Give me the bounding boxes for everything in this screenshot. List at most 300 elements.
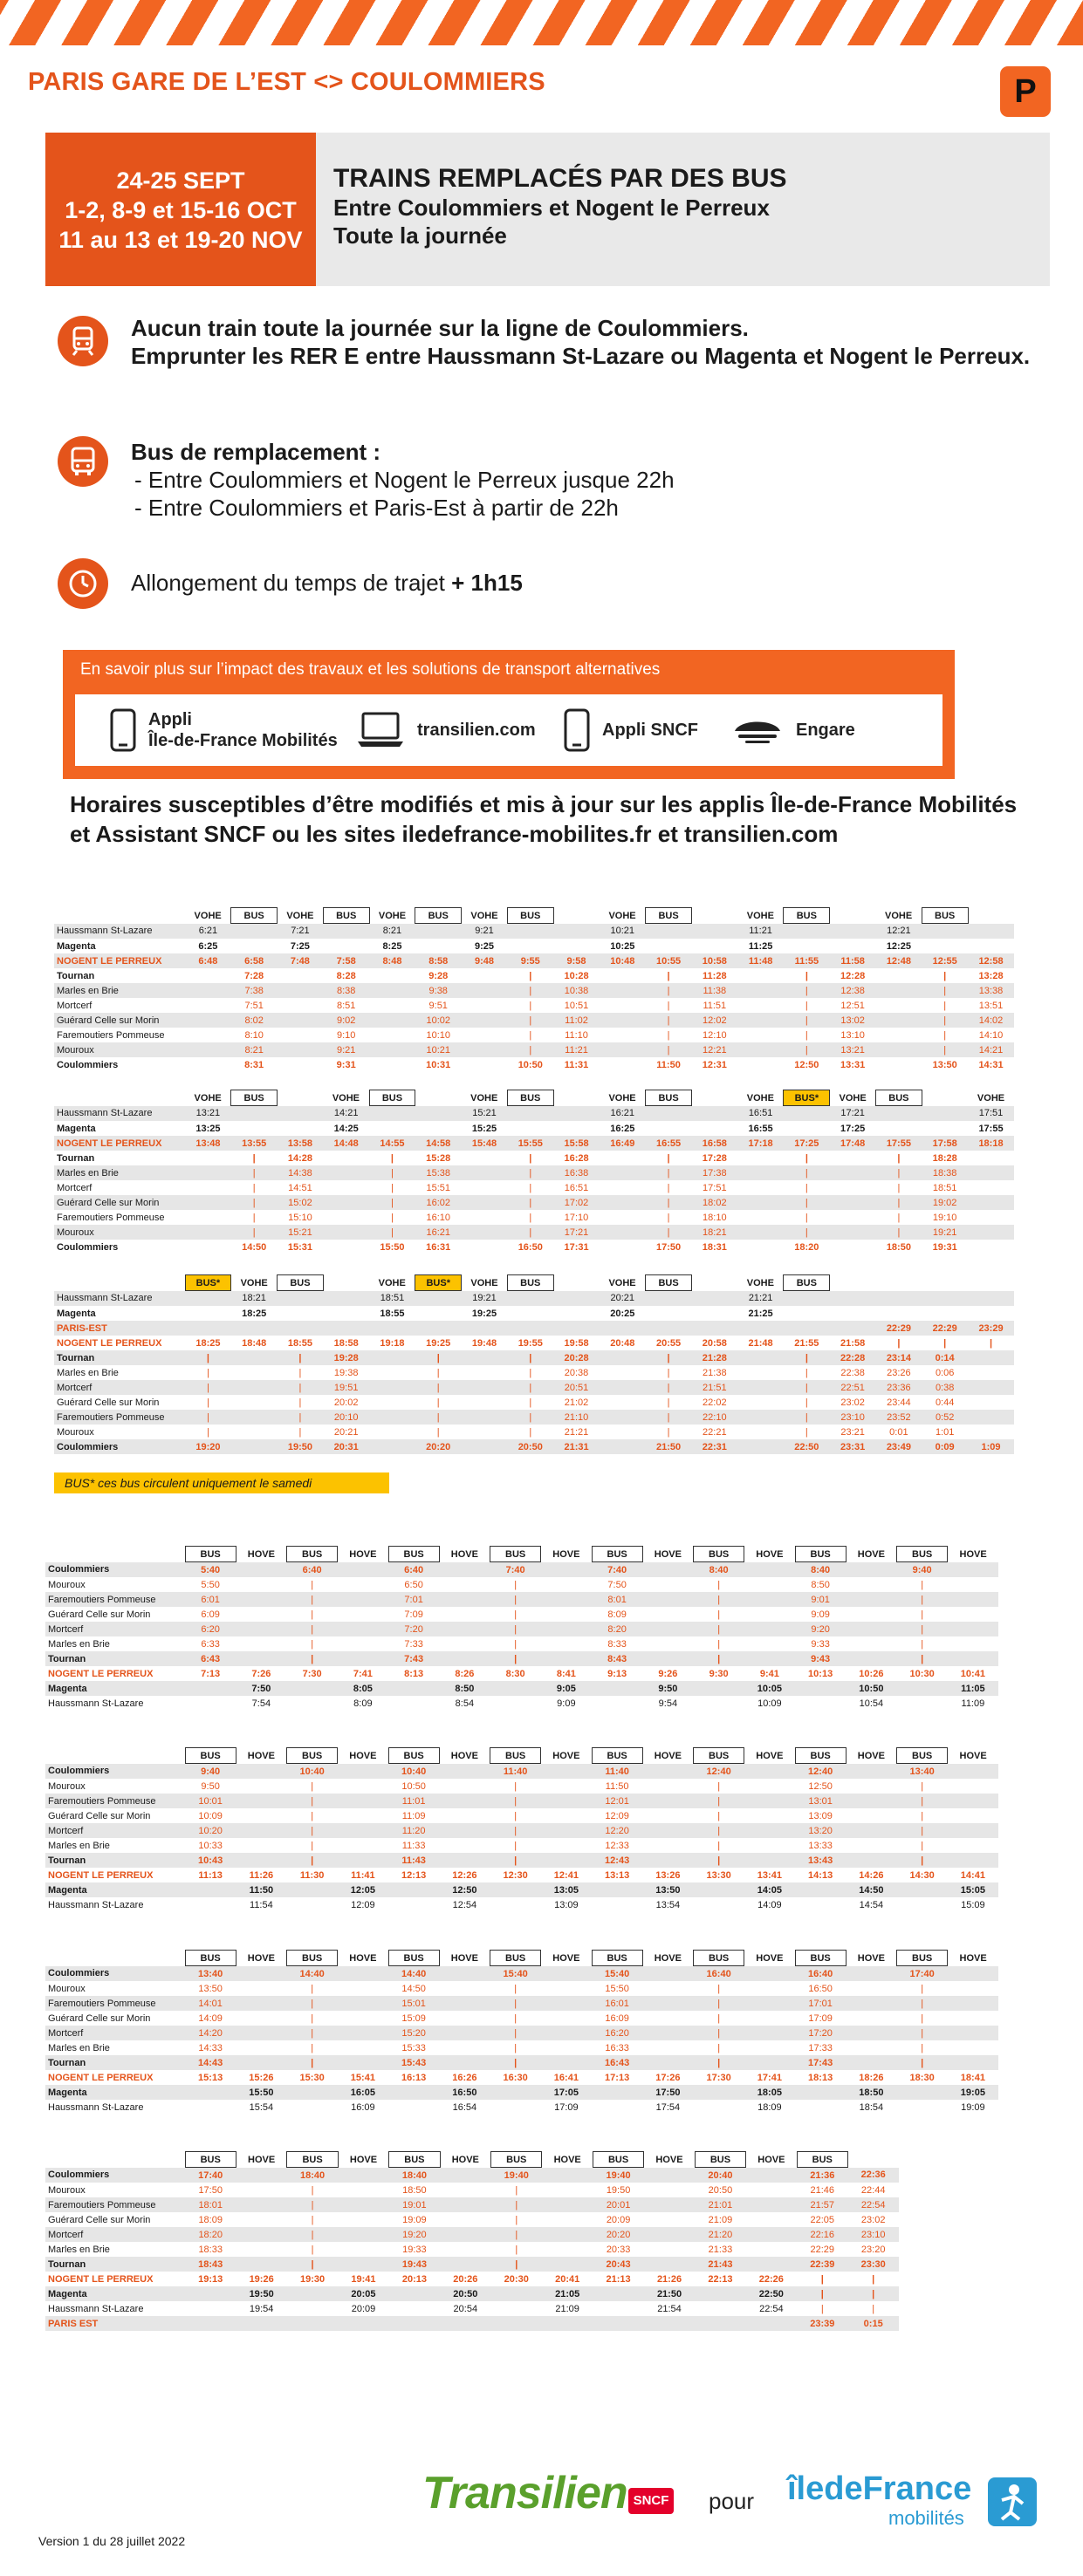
station-name: Marles en Brie bbox=[48, 1638, 110, 1650]
station-name: Coulommiers bbox=[57, 1059, 119, 1070]
station-name: Mortcerf bbox=[54, 1380, 185, 1395]
time-cell bbox=[642, 1808, 693, 1823]
time-cell: | bbox=[646, 1042, 692, 1057]
time-cell bbox=[600, 968, 646, 983]
time-cell bbox=[948, 1577, 998, 1592]
time-cell: | bbox=[646, 1225, 692, 1240]
time-cell: 19:48 bbox=[471, 1337, 497, 1349]
time-cell: 13:50 bbox=[642, 1882, 693, 1897]
table-row bbox=[54, 1136, 1014, 1151]
time-cell bbox=[746, 2183, 797, 2197]
time-cell bbox=[593, 2301, 643, 2316]
time-cell: 22:10 bbox=[691, 1410, 737, 1425]
time-cell: 7:13 bbox=[201, 1668, 221, 1679]
time-cell bbox=[236, 1838, 286, 1853]
time-cell bbox=[948, 1562, 998, 1578]
time-cell bbox=[600, 1151, 646, 1165]
time-cell: 18:20 bbox=[185, 2227, 236, 2242]
time-cell: 20:21 bbox=[600, 1291, 646, 1307]
time-cell: 16:20 bbox=[592, 2026, 642, 2040]
time-cell: | bbox=[490, 2055, 541, 2070]
time-cell: 6:01 bbox=[185, 1592, 236, 1607]
time-cell bbox=[644, 2227, 695, 2242]
time-cell: 10:21 bbox=[600, 924, 646, 940]
time-cell bbox=[737, 1151, 784, 1165]
time-cell bbox=[542, 2257, 593, 2272]
header-cell: HOVE bbox=[236, 1748, 286, 1764]
time-cell bbox=[694, 1681, 744, 1696]
time-cell: 8:54 bbox=[455, 1698, 475, 1709]
time-cell: 21:05 bbox=[542, 2286, 593, 2301]
time-cell: 22:21 bbox=[703, 1426, 727, 1438]
app-idfm-link[interactable] bbox=[110, 694, 338, 766]
time-cell bbox=[369, 998, 415, 1013]
time-cell bbox=[846, 1562, 896, 1578]
table-row bbox=[54, 1028, 1014, 1042]
time-cell: 20:01 bbox=[593, 2197, 643, 2212]
station-name: Faremoutiers Pommeuse bbox=[45, 1996, 185, 2011]
time-cell bbox=[784, 1121, 830, 1136]
time-cell bbox=[236, 1853, 286, 1868]
time-cell: | bbox=[784, 1042, 830, 1057]
time-cell: 7:51 bbox=[244, 1000, 264, 1011]
time-cell: 21:20 bbox=[695, 2227, 745, 2242]
time-cell bbox=[644, 2197, 695, 2212]
time-cell: 0:38 bbox=[922, 1380, 968, 1395]
time-cell: 5:40 bbox=[185, 1562, 236, 1578]
time-cell: | bbox=[529, 1152, 532, 1164]
time-cell bbox=[323, 1240, 369, 1254]
time-cell: 14:02 bbox=[968, 1013, 1014, 1028]
time-cell: 14:21 bbox=[323, 1106, 369, 1122]
time-cell bbox=[846, 2026, 896, 2040]
time-cell bbox=[541, 1966, 592, 1982]
time-cell: 9:31 bbox=[336, 1059, 356, 1070]
time-cell: | bbox=[897, 2055, 948, 2070]
time-cell: | bbox=[415, 1380, 462, 1395]
time-cell: | bbox=[369, 1225, 415, 1240]
table-header-row bbox=[45, 1951, 998, 1966]
station-name: Magenta bbox=[45, 1882, 185, 1897]
time-cell: 15:55 bbox=[507, 1136, 553, 1151]
time-cell: | bbox=[514, 1810, 518, 1821]
time-cell bbox=[600, 1439, 646, 1454]
time-cell: | bbox=[921, 1609, 924, 1620]
header-cell: BUS bbox=[231, 1090, 278, 1106]
header-cell: VOHE bbox=[185, 908, 231, 924]
time-cell bbox=[369, 1057, 415, 1072]
time-cell: 14:50 bbox=[401, 1983, 426, 1994]
time-cell bbox=[236, 1794, 286, 1808]
time-cell bbox=[968, 1365, 1014, 1380]
time-cell: 17:30 bbox=[706, 2072, 731, 2083]
time-cell: 14:40 bbox=[388, 1966, 439, 1982]
table-row bbox=[45, 2011, 998, 2026]
time-cell: 16:13 bbox=[401, 2072, 427, 2083]
time-cell: 21:50 bbox=[646, 1439, 692, 1454]
header-cell: BUS bbox=[185, 1748, 236, 1764]
header-cell: BUS* bbox=[784, 1090, 830, 1106]
time-cell bbox=[185, 983, 231, 998]
time-cell: 9:38 bbox=[415, 983, 462, 998]
time-cell: 23:10 bbox=[847, 2227, 898, 2242]
time-cell: 11:58 bbox=[830, 953, 876, 968]
time-cell: 18:21 bbox=[691, 1225, 737, 1240]
time-cell: | bbox=[646, 1350, 692, 1365]
time-cell: 13:21 bbox=[830, 1042, 876, 1057]
time-cell: 23:21 bbox=[840, 1426, 865, 1438]
time-cell bbox=[830, 1210, 876, 1225]
time-cell bbox=[236, 1651, 286, 1666]
time-cell: 15:25 bbox=[471, 1123, 497, 1134]
time-cell bbox=[876, 1106, 922, 1122]
table-row bbox=[45, 1838, 998, 1853]
time-cell: 9:02 bbox=[323, 1013, 369, 1028]
time-cell: | bbox=[507, 983, 553, 998]
time-cell bbox=[642, 1764, 693, 1780]
time-cell: 18:25 bbox=[195, 1337, 221, 1349]
station-name: NOGENT LE PERREUX bbox=[48, 1668, 154, 1679]
header-cell: BUS bbox=[795, 1748, 846, 1764]
time-cell: 17:10 bbox=[564, 1212, 589, 1223]
time-cell bbox=[592, 1897, 642, 1912]
time-cell: 13:28 bbox=[978, 970, 1004, 981]
time-cell: 17:41 bbox=[757, 2072, 782, 2083]
station-name: Haussmann St-Lazare bbox=[54, 924, 185, 940]
time-cell: 10:28 bbox=[564, 970, 589, 981]
time-cell: 13:33 bbox=[808, 1840, 833, 1851]
time-cell bbox=[968, 1195, 1014, 1210]
time-cell: 23:26 bbox=[887, 1367, 911, 1378]
time-cell bbox=[338, 2168, 388, 2183]
time-cell: 18:20 bbox=[794, 1241, 819, 1253]
time-cell: 19:05 bbox=[948, 2085, 998, 2100]
time-cell: 7:54 bbox=[251, 1698, 271, 1709]
transilien-site-link[interactable] bbox=[356, 694, 536, 766]
table-row bbox=[54, 1180, 1014, 1195]
time-cell: | bbox=[876, 1195, 922, 1210]
time-cell: | bbox=[897, 1182, 901, 1193]
time-cell bbox=[236, 2026, 286, 2040]
time-cell: | bbox=[667, 1000, 670, 1011]
time-cell: 13:54 bbox=[655, 1899, 681, 1910]
time-cell: 18:58 bbox=[333, 1337, 359, 1349]
time-cell bbox=[948, 1996, 998, 2011]
time-cell: 11:40 bbox=[592, 1764, 642, 1780]
time-cell bbox=[948, 1779, 998, 1794]
time-cell: | bbox=[667, 1152, 670, 1164]
time-cell bbox=[642, 1853, 693, 1868]
time-cell: | bbox=[847, 2286, 898, 2301]
time-cell bbox=[236, 1764, 286, 1780]
time-cell bbox=[948, 1838, 998, 1853]
time-cell: 8:20 bbox=[592, 1622, 642, 1636]
table-row bbox=[45, 1868, 998, 1882]
time-cell: | bbox=[694, 1651, 744, 1666]
time-cell: 1:01 bbox=[935, 1426, 955, 1438]
time-cell: 22:05 bbox=[810, 2214, 835, 2225]
header-cell bbox=[45, 1748, 185, 1764]
header-cell bbox=[922, 1275, 968, 1291]
time-cell: 13:09 bbox=[554, 1899, 579, 1910]
table-row bbox=[54, 1057, 1014, 1072]
time-cell bbox=[490, 1681, 541, 1696]
time-cell bbox=[439, 1808, 490, 1823]
time-cell: 17:05 bbox=[541, 2085, 592, 2100]
time-cell bbox=[600, 1057, 646, 1072]
header-cell: VOHE bbox=[185, 1090, 231, 1106]
table-row bbox=[54, 998, 1014, 1013]
time-cell: 12:51 bbox=[840, 1000, 865, 1011]
time-cell bbox=[642, 1607, 693, 1622]
time-cell: | bbox=[646, 1410, 692, 1425]
time-cell bbox=[642, 1966, 693, 1982]
time-cell: 16:50 bbox=[518, 1241, 543, 1253]
header-cell: VOHE bbox=[600, 1090, 646, 1106]
smartphone-icon bbox=[564, 708, 590, 752]
page-title: PARIS GARE DE L’EST <> COULOMMIERS bbox=[28, 68, 545, 96]
time-cell bbox=[600, 1380, 646, 1395]
header-cell: VOHE bbox=[737, 1275, 784, 1291]
time-cell: 9:48 bbox=[462, 953, 508, 968]
time-cell bbox=[439, 1577, 490, 1592]
time-cell: | bbox=[717, 2012, 721, 2024]
time-cell: | bbox=[391, 1212, 394, 1223]
time-cell bbox=[784, 1291, 830, 1307]
time-cell bbox=[968, 924, 1014, 940]
time-cell: 6:25 bbox=[198, 940, 218, 952]
time-cell: 10:40 bbox=[287, 1764, 338, 1780]
station-name: Coulommiers bbox=[57, 1241, 119, 1253]
time-cell: 0:15 bbox=[847, 2316, 898, 2331]
time-cell: 17:13 bbox=[605, 2072, 630, 2083]
time-cell: 11:28 bbox=[703, 970, 727, 981]
app-sncf-link[interactable] bbox=[564, 694, 698, 766]
station-name: Guérard Celle sur Morin bbox=[48, 2012, 151, 2024]
table-row bbox=[45, 1981, 998, 1996]
header-cell: VOHE bbox=[231, 1275, 278, 1291]
time-cell: 7:48 bbox=[278, 953, 324, 968]
time-cell bbox=[541, 2011, 592, 2026]
time-cell bbox=[389, 2286, 440, 2301]
time-cell bbox=[440, 2242, 490, 2257]
time-cell bbox=[185, 1321, 231, 1336]
time-cell bbox=[338, 1592, 388, 1607]
time-cell bbox=[553, 1106, 600, 1122]
time-cell: 14:09 bbox=[757, 1899, 782, 1910]
table-row bbox=[45, 1577, 998, 1592]
time-cell: 13:40 bbox=[185, 1966, 236, 1982]
time-cell bbox=[439, 1636, 490, 1651]
time-cell bbox=[323, 1180, 369, 1195]
table-row bbox=[45, 1794, 998, 1808]
time-cell bbox=[897, 1696, 948, 1711]
time-cell: | bbox=[694, 1592, 744, 1607]
time-cell bbox=[185, 1210, 231, 1225]
time-cell: 10:48 bbox=[600, 953, 646, 968]
time-cell: 12:20 bbox=[592, 1823, 642, 1838]
station-name: NOGENT LE PERREUX bbox=[54, 1136, 185, 1151]
time-cell: 10:13 bbox=[808, 1668, 833, 1679]
time-cell: 12:38 bbox=[830, 983, 876, 998]
time-cell: 0:52 bbox=[922, 1410, 968, 1425]
header-cell bbox=[691, 908, 737, 924]
station-name: Mouroux bbox=[48, 1780, 86, 1792]
time-cell: 10:20 bbox=[185, 1823, 236, 1838]
time-cell bbox=[642, 1838, 693, 1853]
time-cell: | bbox=[185, 1380, 231, 1395]
time-cell: 9:01 bbox=[795, 1592, 846, 1607]
outbound-timetable-3 bbox=[54, 1274, 1014, 1454]
header-cell: HOVE bbox=[541, 1748, 592, 1764]
time-cell bbox=[737, 1380, 784, 1395]
table-row bbox=[45, 2168, 899, 2183]
time-cell bbox=[236, 1779, 286, 1794]
station-name: Tournan bbox=[45, 1853, 185, 1868]
time-cell bbox=[287, 2085, 338, 2100]
header-cell: VOHE bbox=[462, 1275, 508, 1291]
time-cell bbox=[694, 1897, 744, 1912]
time-cell bbox=[462, 968, 508, 983]
station-name: Mouroux bbox=[48, 2184, 86, 2196]
time-cell bbox=[795, 1897, 846, 1912]
time-cell: 11:55 bbox=[784, 953, 830, 968]
table-row bbox=[45, 2301, 899, 2316]
time-cell bbox=[968, 1291, 1014, 1307]
time-cell bbox=[185, 2316, 236, 2331]
time-cell: | bbox=[287, 1651, 338, 1666]
time-cell bbox=[600, 1225, 646, 1240]
time-cell: 0:01 bbox=[889, 1426, 908, 1438]
header-cell: BUS bbox=[784, 1275, 830, 1291]
header-cell bbox=[830, 1275, 876, 1291]
time-cell: 14:40 bbox=[287, 1966, 338, 1982]
time-cell bbox=[744, 1562, 795, 1578]
time-cell: | bbox=[784, 983, 830, 998]
time-cell bbox=[287, 1696, 338, 1711]
time-cell bbox=[185, 1013, 231, 1028]
time-cell: 10:58 bbox=[691, 953, 737, 968]
time-cell bbox=[830, 1291, 876, 1307]
replacement-banner bbox=[316, 133, 1050, 286]
station-name: Guérard Celle sur Morin bbox=[57, 1397, 160, 1408]
time-cell bbox=[369, 1028, 415, 1042]
header-cell: BUS bbox=[185, 1547, 236, 1562]
time-cell bbox=[236, 1966, 286, 1982]
time-cell bbox=[846, 1764, 896, 1780]
time-cell: 23:02 bbox=[860, 2214, 886, 2225]
table-row bbox=[45, 2026, 998, 2040]
time-cell: 15:54 bbox=[249, 2101, 274, 2113]
time-cell: 11:38 bbox=[691, 983, 737, 998]
time-cell: 21:55 bbox=[794, 1337, 819, 1349]
time-cell: 7:25 bbox=[290, 940, 310, 952]
time-cell: 19:38 bbox=[333, 1367, 359, 1378]
time-cell: | bbox=[805, 1152, 808, 1164]
time-cell: | bbox=[436, 1426, 440, 1438]
time-cell: 16:33 bbox=[605, 2042, 629, 2053]
engare-link[interactable] bbox=[731, 694, 855, 766]
time-cell: 10:10 bbox=[426, 1029, 450, 1041]
time-cell: 7:20 bbox=[388, 1622, 439, 1636]
header-cell bbox=[45, 1547, 185, 1562]
time-cell bbox=[600, 1365, 646, 1380]
time-cell: 17:31 bbox=[564, 1241, 589, 1253]
station-name: Tournan bbox=[45, 2055, 185, 2070]
time-cell bbox=[846, 1996, 896, 2011]
time-cell bbox=[236, 1981, 286, 1996]
time-cell bbox=[462, 1195, 508, 1210]
time-cell bbox=[600, 1180, 646, 1195]
time-cell: 19:20 bbox=[389, 2227, 440, 2242]
time-cell bbox=[542, 2227, 593, 2242]
time-cell bbox=[541, 1823, 592, 1838]
time-cell bbox=[600, 998, 646, 1013]
time-cell: 12:28 bbox=[840, 970, 866, 981]
time-cell: 21:48 bbox=[748, 1337, 773, 1349]
station-name: Faremoutiers Pommeuse bbox=[45, 1794, 185, 1808]
time-cell bbox=[968, 1180, 1014, 1195]
time-cell: 17:33 bbox=[808, 2042, 833, 2053]
time-cell bbox=[592, 2085, 642, 2100]
time-cell bbox=[490, 2085, 541, 2100]
time-cell bbox=[846, 1636, 896, 1651]
header-cell: VOHE bbox=[830, 1090, 876, 1106]
time-cell bbox=[236, 2011, 286, 2026]
time-cell bbox=[236, 2257, 286, 2272]
time-cell bbox=[746, 2212, 797, 2227]
travel-time-extension bbox=[131, 569, 1038, 597]
header-cell: BUS bbox=[287, 1748, 338, 1764]
table-row bbox=[54, 983, 1014, 998]
time-cell bbox=[592, 1696, 642, 1711]
time-cell: 12:26 bbox=[452, 1869, 477, 1881]
time-cell bbox=[185, 2085, 236, 2100]
time-cell: | bbox=[784, 1380, 830, 1395]
time-cell: 10:41 bbox=[960, 1668, 985, 1679]
time-cell bbox=[846, 1838, 896, 1853]
time-cell: 18:31 bbox=[702, 1241, 727, 1253]
time-cell: 11:01 bbox=[388, 1794, 439, 1808]
time-cell bbox=[646, 1291, 692, 1307]
table-row bbox=[45, 2183, 899, 2197]
header-cell: HOVE bbox=[744, 1748, 795, 1764]
time-cell bbox=[507, 1306, 553, 1321]
time-cell: | bbox=[717, 2042, 721, 2053]
time-cell: 6:09 bbox=[201, 1609, 220, 1620]
time-cell: 10:51 bbox=[564, 1000, 589, 1011]
time-cell bbox=[338, 1764, 388, 1780]
time-cell: | bbox=[922, 1042, 968, 1057]
time-cell: 10:54 bbox=[859, 1698, 884, 1709]
time-cell: 14:10 bbox=[978, 1029, 1004, 1041]
time-cell: 16:43 bbox=[592, 2055, 642, 2070]
time-cell bbox=[784, 1106, 830, 1122]
time-cell bbox=[968, 1425, 1014, 1439]
time-cell: | bbox=[694, 1853, 744, 1868]
time-cell: 20:31 bbox=[323, 1439, 369, 1454]
app-label: Engare bbox=[796, 720, 855, 740]
time-cell bbox=[744, 2011, 795, 2026]
time-cell bbox=[369, 1425, 415, 1439]
time-cell bbox=[287, 1882, 338, 1897]
time-cell bbox=[542, 2183, 593, 2197]
time-cell: | bbox=[206, 1426, 209, 1438]
time-cell: 18:40 bbox=[287, 2168, 338, 2183]
time-cell: 19:40 bbox=[593, 2168, 643, 2183]
time-cell: | bbox=[667, 1397, 670, 1408]
transilien-logo: Transilien bbox=[422, 2468, 627, 2518]
